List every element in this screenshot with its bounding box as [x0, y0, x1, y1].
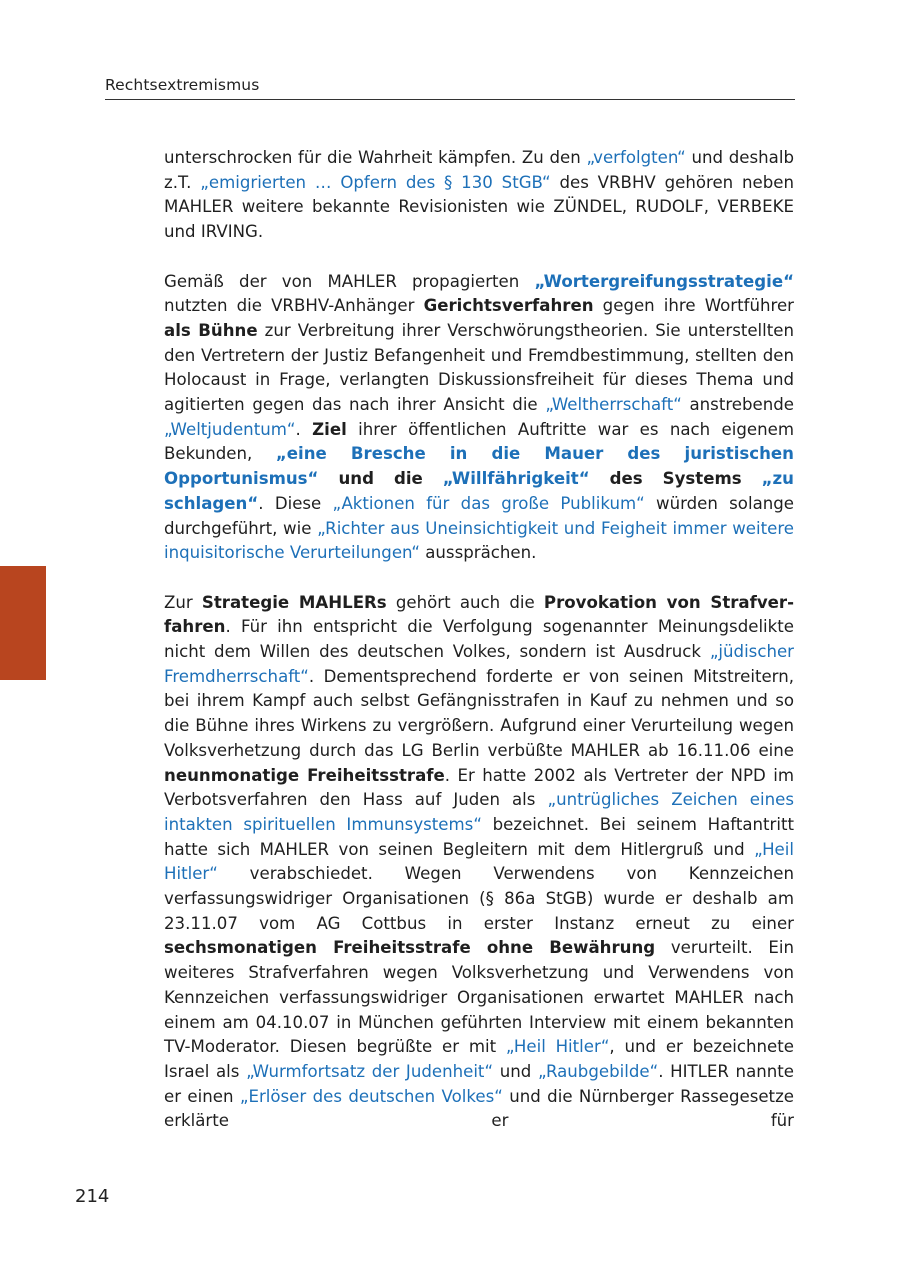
running-header: Rechtsextremismus: [105, 76, 795, 100]
bold-run: sechsmonatigen Freiheitsstrafe ohne Bewährung: [164, 938, 656, 958]
chapter-color-tab: [0, 566, 46, 680]
text-run: unterschrocken für die Wahrheit kämpfen. Zu den: [164, 148, 587, 167]
text-run: gegen ihre Wortführer: [593, 296, 794, 316]
text-run: . Er hatte 2002 als Vertreter der NPD im Verbotsverfahren den Hass auf Juden als: [164, 765, 794, 810]
text-run: Zur: [164, 592, 202, 612]
bold-quote-run: „Wortergreifungsstrategie“: [534, 271, 794, 291]
text-run: und: [493, 1061, 538, 1081]
text-run: nutzten die VRBHV-Anhänger: [164, 296, 424, 316]
quote-run: „Weltjudentum“: [164, 419, 296, 439]
bold-quote-run: „zu schlagen“: [164, 469, 794, 513]
quote-run: „Heil Hitler“: [164, 839, 794, 884]
quote-run: „Weltherrschaft“: [545, 395, 682, 415]
text-run: ihrer öffentlichen Auftritte war es nach eigenem Bekunden,: [164, 419, 794, 464]
bold-run: Ziel: [312, 419, 347, 439]
quote-run: „Raubgebilde“: [537, 1061, 659, 1081]
bold-run: Strategie MAHLERs: [201, 592, 387, 612]
quote-run: „emigrierten … Opfern des § 130 StGB“: [200, 172, 551, 192]
bold-run: Gerichtsverfahren: [423, 296, 594, 316]
text-run: .: [295, 419, 313, 439]
text-run: . Diese: [258, 493, 333, 513]
paragraph-1: [164, 146, 794, 245]
quote-run: „Heil Hitler“: [505, 1037, 610, 1057]
text-run: aussprächen.: [419, 543, 537, 563]
quote-run: „Richter aus Uneinsichtigkeit und Feigheit immer weitere inquisitorische Verurteilungen“: [164, 518, 794, 563]
paragraph-2: [164, 270, 794, 566]
text-run: verabschiedet. Wegen Verwendens von Kennzeichen verfassungswidriger Organisationen (§ 86a StGB) wurde er deshalb am 23.11.07 vom AG Cottbus in erster Instanz erneut zu einer: [164, 864, 794, 933]
page-number: 214: [75, 1186, 110, 1207]
paragraph-3: [164, 591, 794, 1134]
quote-run: „Wurmfortsatz der Judenheit“: [246, 1061, 494, 1081]
text-run: und deshalb z.T.: [164, 148, 794, 192]
quote-run: „Aktionen für das große Publikum“: [332, 493, 645, 513]
text-run: verurteilt. Ein weiteres Strafverfahren wegen Volksverhetzung und Verwendens von Kennzeichen verfassungswidriger Organisationen erwartet MAHLER nach einem am 04.10.07 in München geführten Interview mit einem bekannten TV-Moderator. Diesen begrüßte er mit: [164, 938, 794, 1057]
text-run: und die Nürnberger Rassegesetze erklärte er für: [164, 1086, 794, 1131]
bold-run: Provokation von Strafverfahren: [164, 592, 794, 637]
bold-run: neunmonatige Freiheitsstrafe: [164, 765, 445, 785]
text-run: würden solange durchgeführt, wie: [164, 493, 795, 538]
text-run: Gemäß der von MAHLER propagierten: [164, 271, 535, 291]
text-run: zur Verbreitung ihrer Verschwörungstheorien. Sie unterstellten den Vertretern der Justiz Befangenheit und Fremdbestimmung, stellten den Holocaust in Frage, verlangten Diskussionsfreiheit für dieses Thema und agitierten gegen das nach ihrer Ansicht die: [164, 320, 795, 415]
text-run: anstrebende: [681, 395, 795, 415]
text-run: bezeichnet. Bei seinem Haftantritt hatte sich MAHLER von seinen Begleitern mit dem Hitlergruß und: [164, 814, 794, 859]
text-run: des VRBHV gehören neben MAHLER weitere bekannte Revisionisten wie ZÜNDEL, RUDOLF, VERBEKE und IRVING.: [164, 172, 795, 242]
quote-run: „Erlöser des deutschen Volkes“: [239, 1086, 503, 1106]
bold-quote-run: „Willfährigkeit“: [442, 469, 590, 489]
text-run: gehört auch die: [386, 592, 544, 612]
text-run: , und er bezeichnete Israel als: [164, 1037, 794, 1081]
quote-run: „jüdischer Fremdherrschaft“: [164, 642, 794, 686]
text-run: . Dementsprechend forderte er von seinen Mitstreitern, bei ihrem Kampf auch selbst Gefängnisstrafen in Kauf zu nehmen und so die Bühne ihres Wirkens zu vergrößern. Aufgrund einer Verurteilung wegen Volksverhetzung durch das LG Berlin verbüßte MAHLER ab 16.11.06 eine: [164, 666, 794, 760]
bold-run: und die: [318, 469, 443, 489]
text-run: . HITLER nannte er einen: [164, 1061, 794, 1106]
bold-run: als Bühne: [164, 320, 258, 340]
quote-run: „untrügliches Zeichen eines intakten spirituellen Immunsystems“: [164, 790, 794, 834]
bold-quote-run: „eine Bresche in die Mauer des juristischen Opportunismus“: [164, 444, 794, 489]
text-run: . Für ihn entspricht die Verfolgung sogenannter Meinungsdelikte nicht dem Willen des deutschen Volkes, sondern ist Ausdruck: [164, 617, 794, 662]
bold-run: des Systems: [589, 469, 762, 489]
body-text: [164, 146, 794, 1159]
quote-run: „verfolgten“: [586, 148, 686, 167]
